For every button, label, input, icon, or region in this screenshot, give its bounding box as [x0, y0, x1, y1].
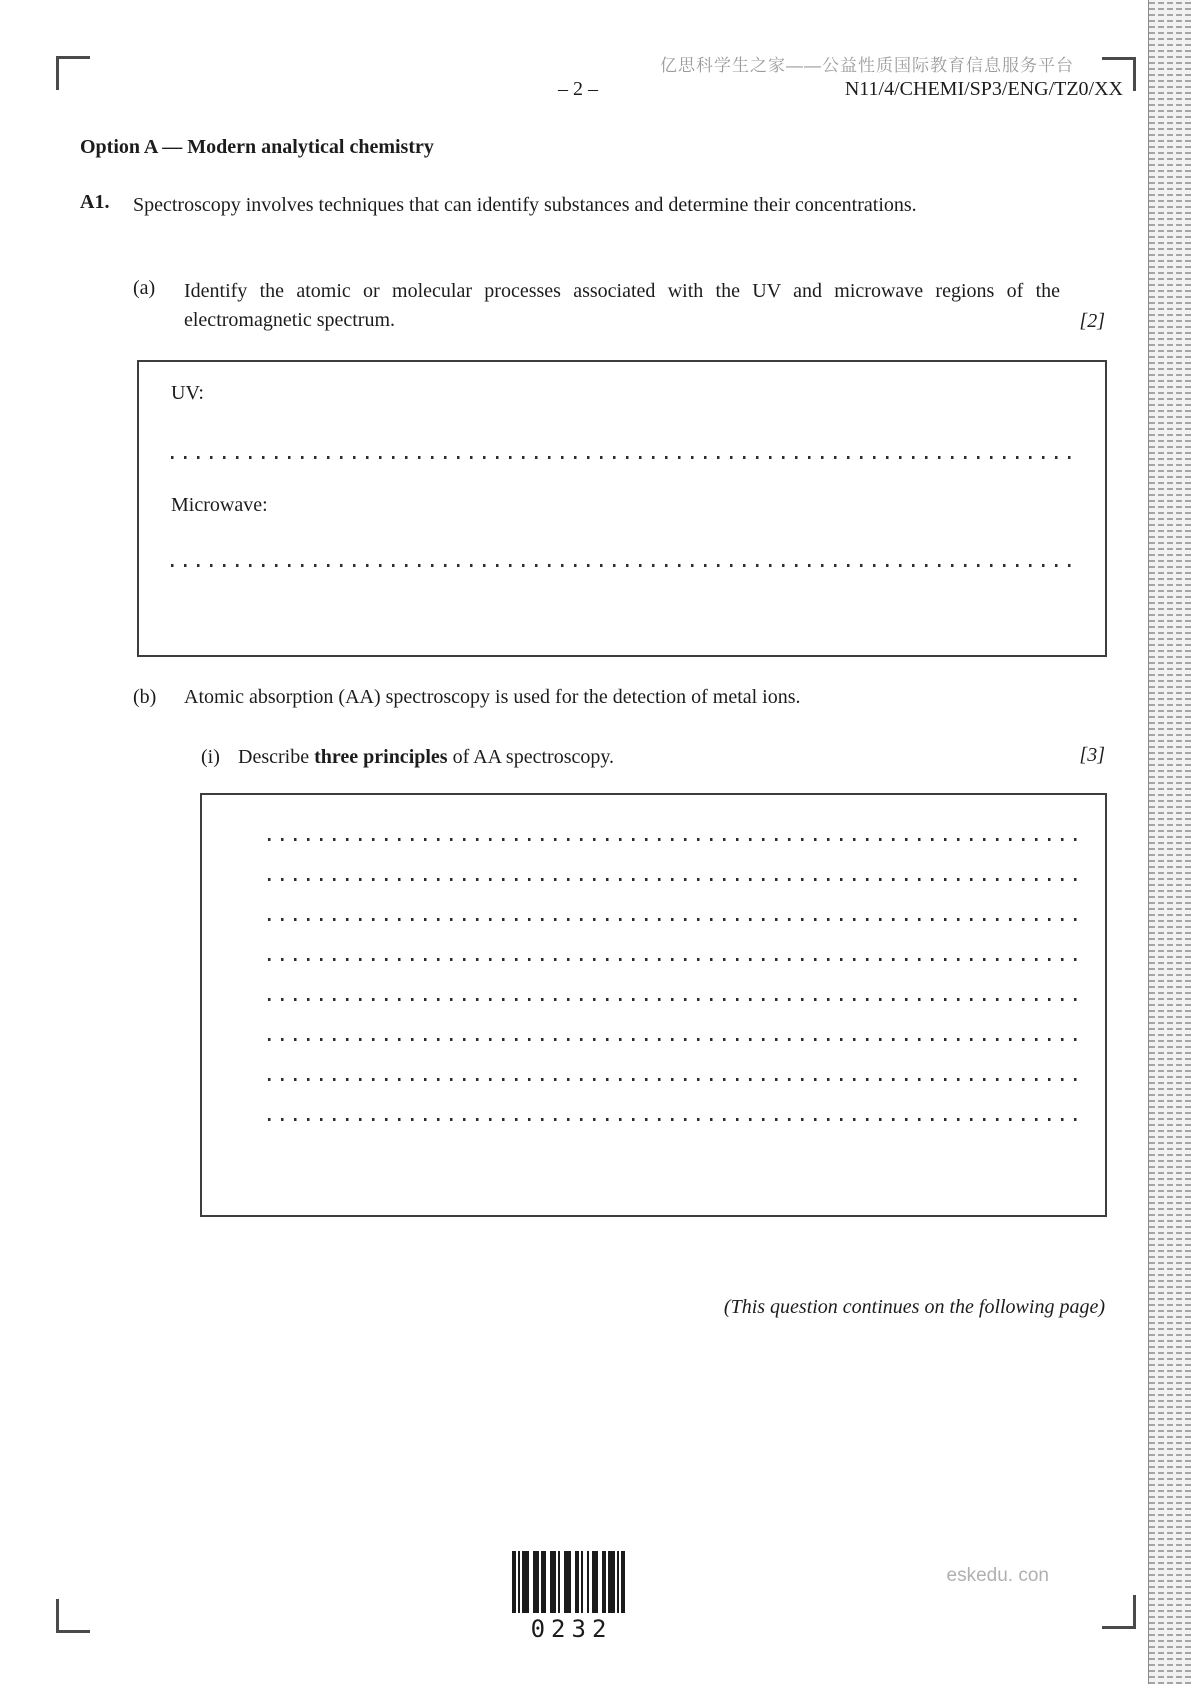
answer-box-part-a	[137, 360, 1107, 657]
part-a-label: (a)	[133, 277, 156, 299]
crop-mark-top-left	[56, 56, 90, 90]
part-b-label: (b)	[133, 686, 157, 708]
crop-mark-bottom-right	[1102, 1595, 1136, 1629]
answer-dotted-line	[268, 958, 1078, 961]
answer-dotted-line	[268, 998, 1078, 1001]
answer-dotted-line	[268, 1118, 1078, 1121]
uv-answer-label: UV:	[171, 382, 204, 404]
answer-dotted-line	[268, 838, 1078, 841]
part-b-i-text-suffix: of AA spectroscopy.	[447, 746, 615, 768]
continuation-note: (This question continues on the following page)	[723, 1296, 1105, 1318]
part-a-marks: [2]	[1079, 310, 1105, 332]
answer-dotted-line	[268, 1078, 1078, 1081]
part-b-i-label: (i)	[201, 746, 220, 768]
part-b-i-text-bold: three principles	[314, 746, 448, 768]
question-number: A1.	[80, 191, 110, 213]
answer-dotted-line	[171, 564, 1076, 567]
site-footer-label: eskedu. con	[946, 1565, 1049, 1586]
site-watermark: 亿思科学生之家——公益性质国际教育信息服务平台	[660, 56, 1074, 75]
barcode-bar	[621, 1551, 625, 1613]
barcode	[512, 1551, 625, 1643]
answer-dotted-line	[268, 878, 1078, 881]
microwave-answer-label: Microwave:	[171, 494, 268, 516]
scan-edge-texture	[1148, 0, 1191, 1684]
crop-mark-bottom-left	[56, 1599, 90, 1633]
barcode-digits: 0232	[530, 1615, 613, 1643]
question-stem: Spectroscopy involves techniques that can identify substances and determine their concentrations.	[133, 194, 917, 216]
part-b-i-marks: [3]	[1079, 744, 1105, 766]
part-b-text: Atomic absorption (AA) spectroscopy is used for the detection of metal ions.	[184, 686, 801, 708]
page-number: – 2 –	[558, 78, 598, 100]
part-b-i-text-prefix: Describe	[238, 746, 315, 768]
section-title: Option A — Modern analytical chemistry	[80, 136, 434, 158]
answer-dotted-line	[268, 918, 1078, 921]
answer-dotted-line	[268, 1038, 1078, 1041]
part-b-i-text	[238, 746, 614, 769]
part-a-text: Identify the atomic or molecular processes associated with the UV and microwave regions of the electromagnetic spectrum.	[184, 280, 1060, 331]
answer-box-part-b-i	[200, 793, 1107, 1217]
paper-code: N11/4/CHEMI/SP3/ENG/TZ0/XX	[844, 78, 1123, 100]
barcode-bars	[512, 1551, 625, 1613]
answer-dotted-line	[171, 456, 1076, 459]
